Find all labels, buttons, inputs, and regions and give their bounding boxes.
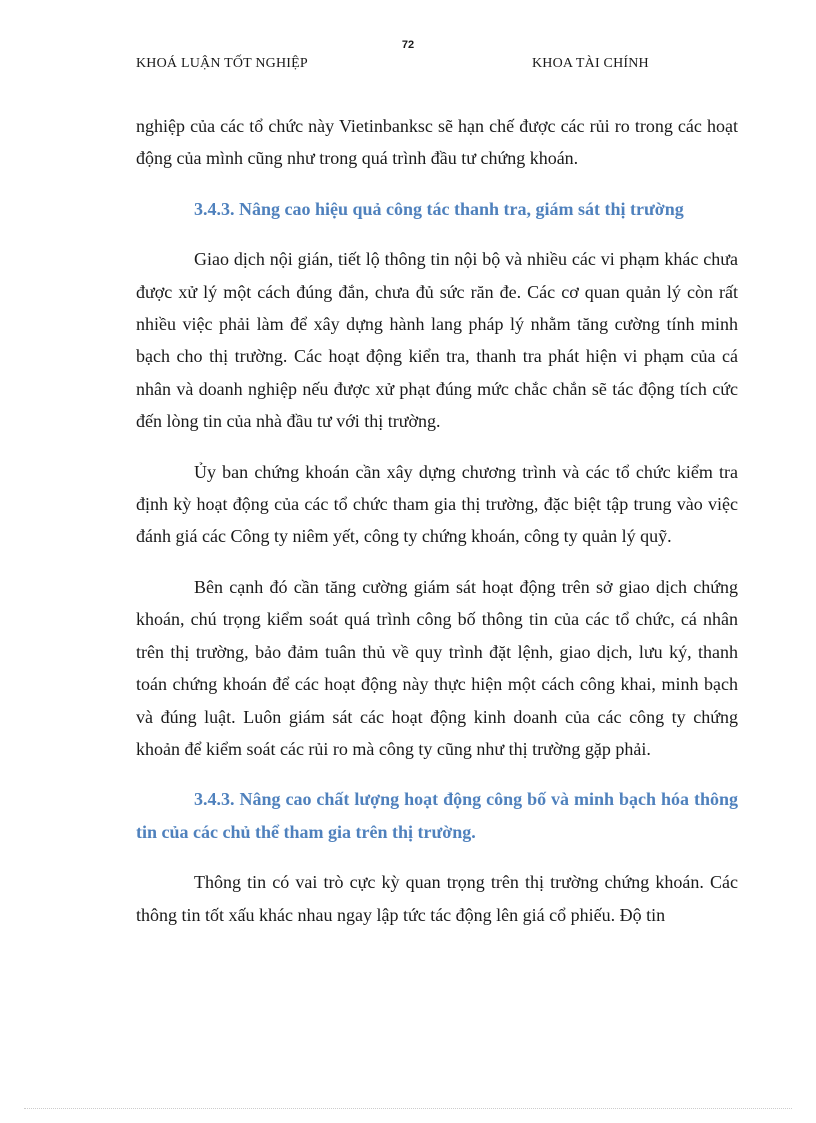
section-heading-inspection: 3.4.3. Nâng cao hiệu quả công tác thanh tra, giám sát thị trường [194,198,684,219]
paragraph-supervision: Bên cạnh đó cần tăng cường giám sát hoạt động trên sở giao dịch chứng khoán, chú trọng kiểm soát quá trình công bố thông tin của các tổ chức, cá nhân trên thị trường, bảo đảm tuân thủ về quy trình đặt lệnh, giao dịch, lưu ký, thanh toán chứng khoán để các hoạt động này thực hiện một cách công khai, minh bạch và đúng luật. Luôn giám sát các hoạt động kinh doanh của các công ty chứng khoản để kiểm soát các rủi ro mà công ty cũng như thị trường gặp phải. [136,576,738,759]
document-body [136,110,738,931]
page-number: 72 [401,39,415,51]
footer-divider [24,1108,792,1109]
section-heading-disclosure: 3.4.3. Nâng cao chất lượng hoạt động công bố và minh bạch hóa thông tin của các chủ thể tham gia trên thị trường. [136,789,738,842]
header-thesis-title: KHOÁ LUẬN TỐT NGHIỆP [136,56,308,71]
paragraph-insider-trading: Giao dịch nội gián, tiết lộ thông tin nội bộ và nhiều các vi phạm khác chưa được xử lý một cách đúng đắn, chưa đủ sức răn đe. Các cơ quan quản lý còn rất nhiều việc phải làm để xây dựng hành lang pháp lý nhằm tăng cường tính minh bạch cho thị trường. Các hoạt động kiển tra, thanh tra phát hiện vi phạm của cá nhân và doanh nghiệp nếu được xử phạt đúng mức chắc chắn sẽ tác động tích cức đến lòng tin của nhà đầu tư với thị trường. [136,249,738,432]
paragraph-information: Thông tin có vai trò cực kỳ quan trọng trên thị trường chứng khoán. Các thông tin tốt xấu khác nhau ngay lập tức tác động lên giá cổ phiếu. Độ tin [136,872,738,925]
paragraph-continued: nghiệp của các tổ chức này Vietinbanksc sẽ hạn chế được các rủi ro trong các hoạt động của mình cũng như trong quá trình đầu tư chứng khoán. [136,116,738,169]
header-faculty: KHOA TÀI CHÍNH [532,56,649,71]
paragraph-commission: Ủy ban chứng khoán cần xây dựng chương trình và các tổ chức kiểm tra định kỳ hoạt động của các tổ chức tham gia thị trường, đặc biệt tập trung vào việc đánh giá các Công ty niêm yết, công ty chứng khoán, công ty quản lý quỹ. [136,461,738,547]
